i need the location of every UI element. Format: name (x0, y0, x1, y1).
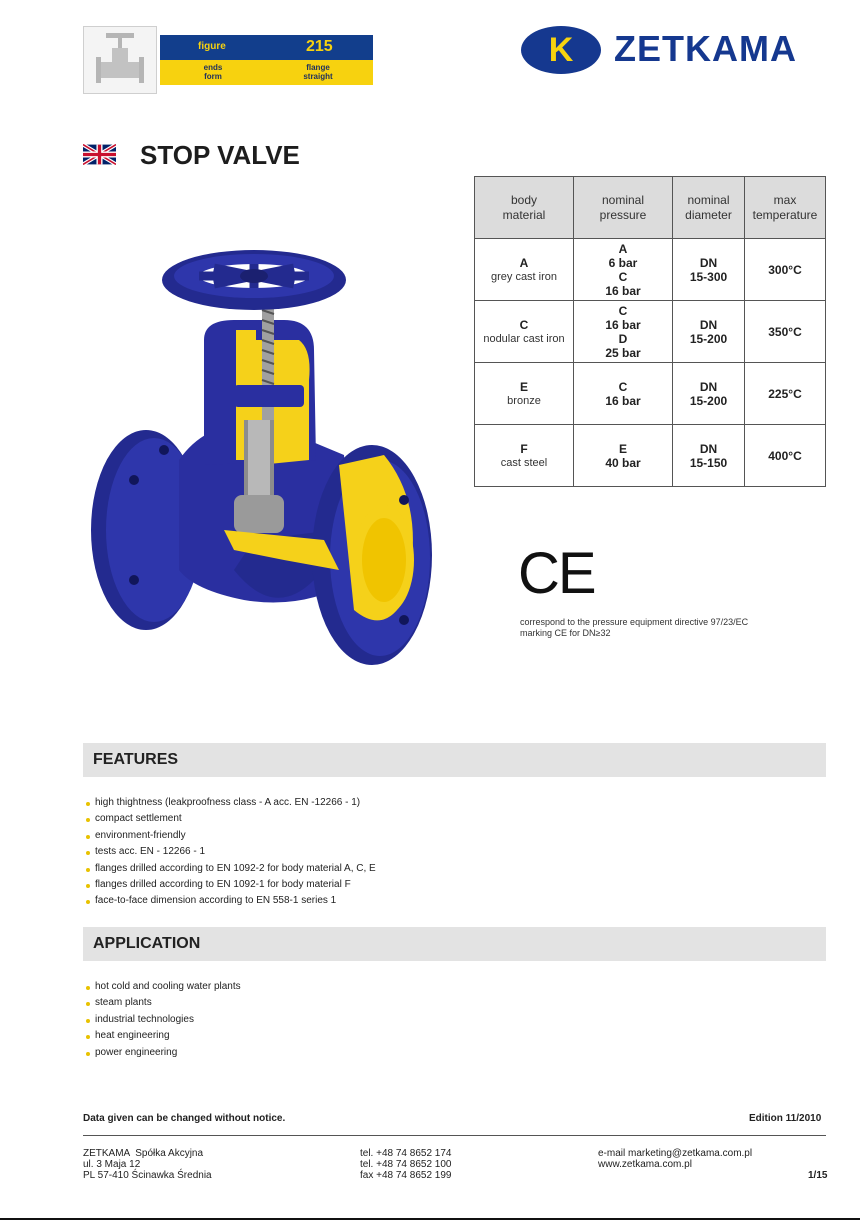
ce-note-line1: correspond to the pressure equipment directive 97/23/EC (520, 617, 749, 627)
material-code: A (519, 255, 529, 270)
material-name: nodular cast iron (483, 332, 565, 345)
email-link[interactable]: e-mail marketing@zetkama.com.pl (598, 1148, 753, 1159)
material-code: C (519, 317, 529, 332)
header-body-material: body material (475, 177, 574, 239)
pressure-value: 16 bar (605, 393, 641, 408)
list-item: heat engineering (83, 1028, 241, 1044)
spec-table (474, 176, 826, 487)
material-code: E (519, 379, 528, 394)
ce-note (520, 617, 748, 639)
header-nominal-diameter: nominal diameter (673, 177, 745, 239)
diameter-value: 15-150 (689, 455, 728, 470)
footer-divider (83, 1135, 826, 1136)
fax: fax +48 74 8652 199 (360, 1170, 452, 1181)
header-nominal-pressure: nominal pressure (574, 177, 673, 239)
diameter-value: DN (699, 441, 718, 456)
pressure-value: 25 bar (605, 345, 641, 360)
diameter-value: DN (699, 317, 718, 332)
ends-label: ends (203, 63, 223, 72)
pressure-value: 6 bar (608, 255, 638, 270)
application-list (83, 979, 241, 1061)
phone-2: tel. +48 74 8652 100 (360, 1159, 452, 1170)
diameter-value: 15-200 (689, 393, 728, 408)
pressure-cell (574, 239, 673, 301)
pressure-value: 16 bar (605, 317, 641, 332)
list-item: flanges drilled according to EN 1092-1 for body material F (83, 877, 376, 893)
figure-number: 215 (306, 38, 333, 55)
pressure-cell (574, 425, 673, 487)
pressure-cell (574, 301, 673, 363)
material-code: F (520, 441, 528, 456)
valve-thumbnail (83, 26, 157, 94)
table-row (475, 363, 826, 425)
pressure-value: C (618, 269, 628, 284)
pressure-value: 16 bar (605, 283, 641, 298)
features-section-header (83, 743, 826, 777)
features-heading: FEATURES (93, 751, 179, 768)
street: ul. 3 Maja 12 (83, 1159, 141, 1170)
footer-address (83, 1148, 212, 1181)
list-item: high thightness (leakproofness class - A acc. EN -12266 - 1) (83, 795, 376, 811)
pressure-value: A (618, 241, 628, 256)
list-item: face-to-face dimension according to EN 558-1 series 1 (83, 893, 376, 909)
spec-header-row (475, 177, 826, 239)
features-list (83, 795, 376, 910)
diameter-value: 15-200 (689, 331, 728, 346)
page-title: STOP VALVE (140, 140, 300, 170)
temperature-cell (745, 363, 826, 425)
pressure-value: C (618, 303, 628, 318)
city: PL 57-410 Ścinawka Średnia (83, 1170, 212, 1181)
list-item: compact settlement (83, 811, 376, 827)
temperature-value: 225°C (768, 386, 802, 401)
website-link[interactable]: www.zetkama.com.pl (598, 1159, 692, 1170)
list-item: power engineering (83, 1045, 241, 1061)
page-number: 1/15 (808, 1170, 828, 1181)
logo-letter: K (548, 31, 574, 69)
diameter-value: 15-300 (689, 269, 728, 284)
edition-text: Edition 11/2010 (749, 1113, 822, 1124)
list-item: industrial technologies (83, 1012, 241, 1028)
diameter-value: DN (699, 255, 718, 270)
temperature-value: 350°C (768, 324, 802, 339)
temperature-value: 300°C (768, 262, 802, 277)
body-material-cell (475, 425, 574, 487)
temperature-value: 400°C (768, 448, 802, 463)
list-item: hot cold and cooling water plants (83, 979, 241, 995)
table-row (475, 239, 826, 301)
figure-ends-bar (160, 60, 373, 85)
form-label: form (204, 72, 222, 81)
list-item: steam plants (83, 995, 241, 1011)
diameter-cell (673, 239, 745, 301)
diameter-cell (673, 301, 745, 363)
material-name: bronze (507, 394, 541, 407)
pressure-value: E (618, 441, 627, 456)
material-name: cast steel (500, 456, 548, 469)
stop-valve-image (84, 240, 434, 680)
phone-1: tel. +48 74 8652 174 (360, 1148, 452, 1159)
diameter-cell (673, 363, 745, 425)
temperature-cell (745, 425, 826, 487)
list-item: environment-friendly (83, 828, 376, 844)
list-item: tests acc. EN - 12266 - 1 (83, 844, 376, 860)
zetkama-logo-mark (521, 26, 601, 74)
uk-flag-icon (83, 144, 116, 165)
zetkama-logo-text: ZETKAMA (614, 28, 797, 69)
company-name: ZETKAMA Spółka Akcyjna (83, 1148, 204, 1159)
body-material-cell (475, 363, 574, 425)
application-heading: APPLICATION (93, 935, 201, 952)
footer-phones (360, 1148, 451, 1181)
ce-note-line2: marking CE for DN≥32 (520, 628, 611, 638)
diameter-value: DN (699, 379, 718, 394)
bottom-rule (0, 1218, 860, 1220)
application-section-header (83, 927, 826, 961)
diameter-cell (673, 425, 745, 487)
pressure-value: 40 bar (605, 455, 641, 470)
temperature-cell (745, 301, 826, 363)
material-name: grey cast iron (490, 270, 558, 283)
body-material-cell (475, 239, 574, 301)
body-material-cell (475, 301, 574, 363)
form-value: straight (303, 72, 333, 81)
table-row (475, 425, 826, 487)
ce-mark: CE (518, 541, 595, 606)
header-max-temperature: max temperature (745, 177, 826, 239)
footer-contact (598, 1148, 752, 1170)
pressure-cell (574, 363, 673, 425)
figure-label: figure (198, 41, 226, 52)
notice-text: Data given can be changed without notice. (83, 1113, 286, 1124)
table-row (475, 301, 826, 363)
pressure-value: C (618, 379, 628, 394)
pressure-value: D (618, 331, 628, 346)
ends-value: flange (306, 63, 330, 72)
figure-number-bar (160, 35, 373, 60)
temperature-cell (745, 239, 826, 301)
list-item: flanges drilled according to EN 1092-2 for body material A, C, E (83, 861, 376, 877)
